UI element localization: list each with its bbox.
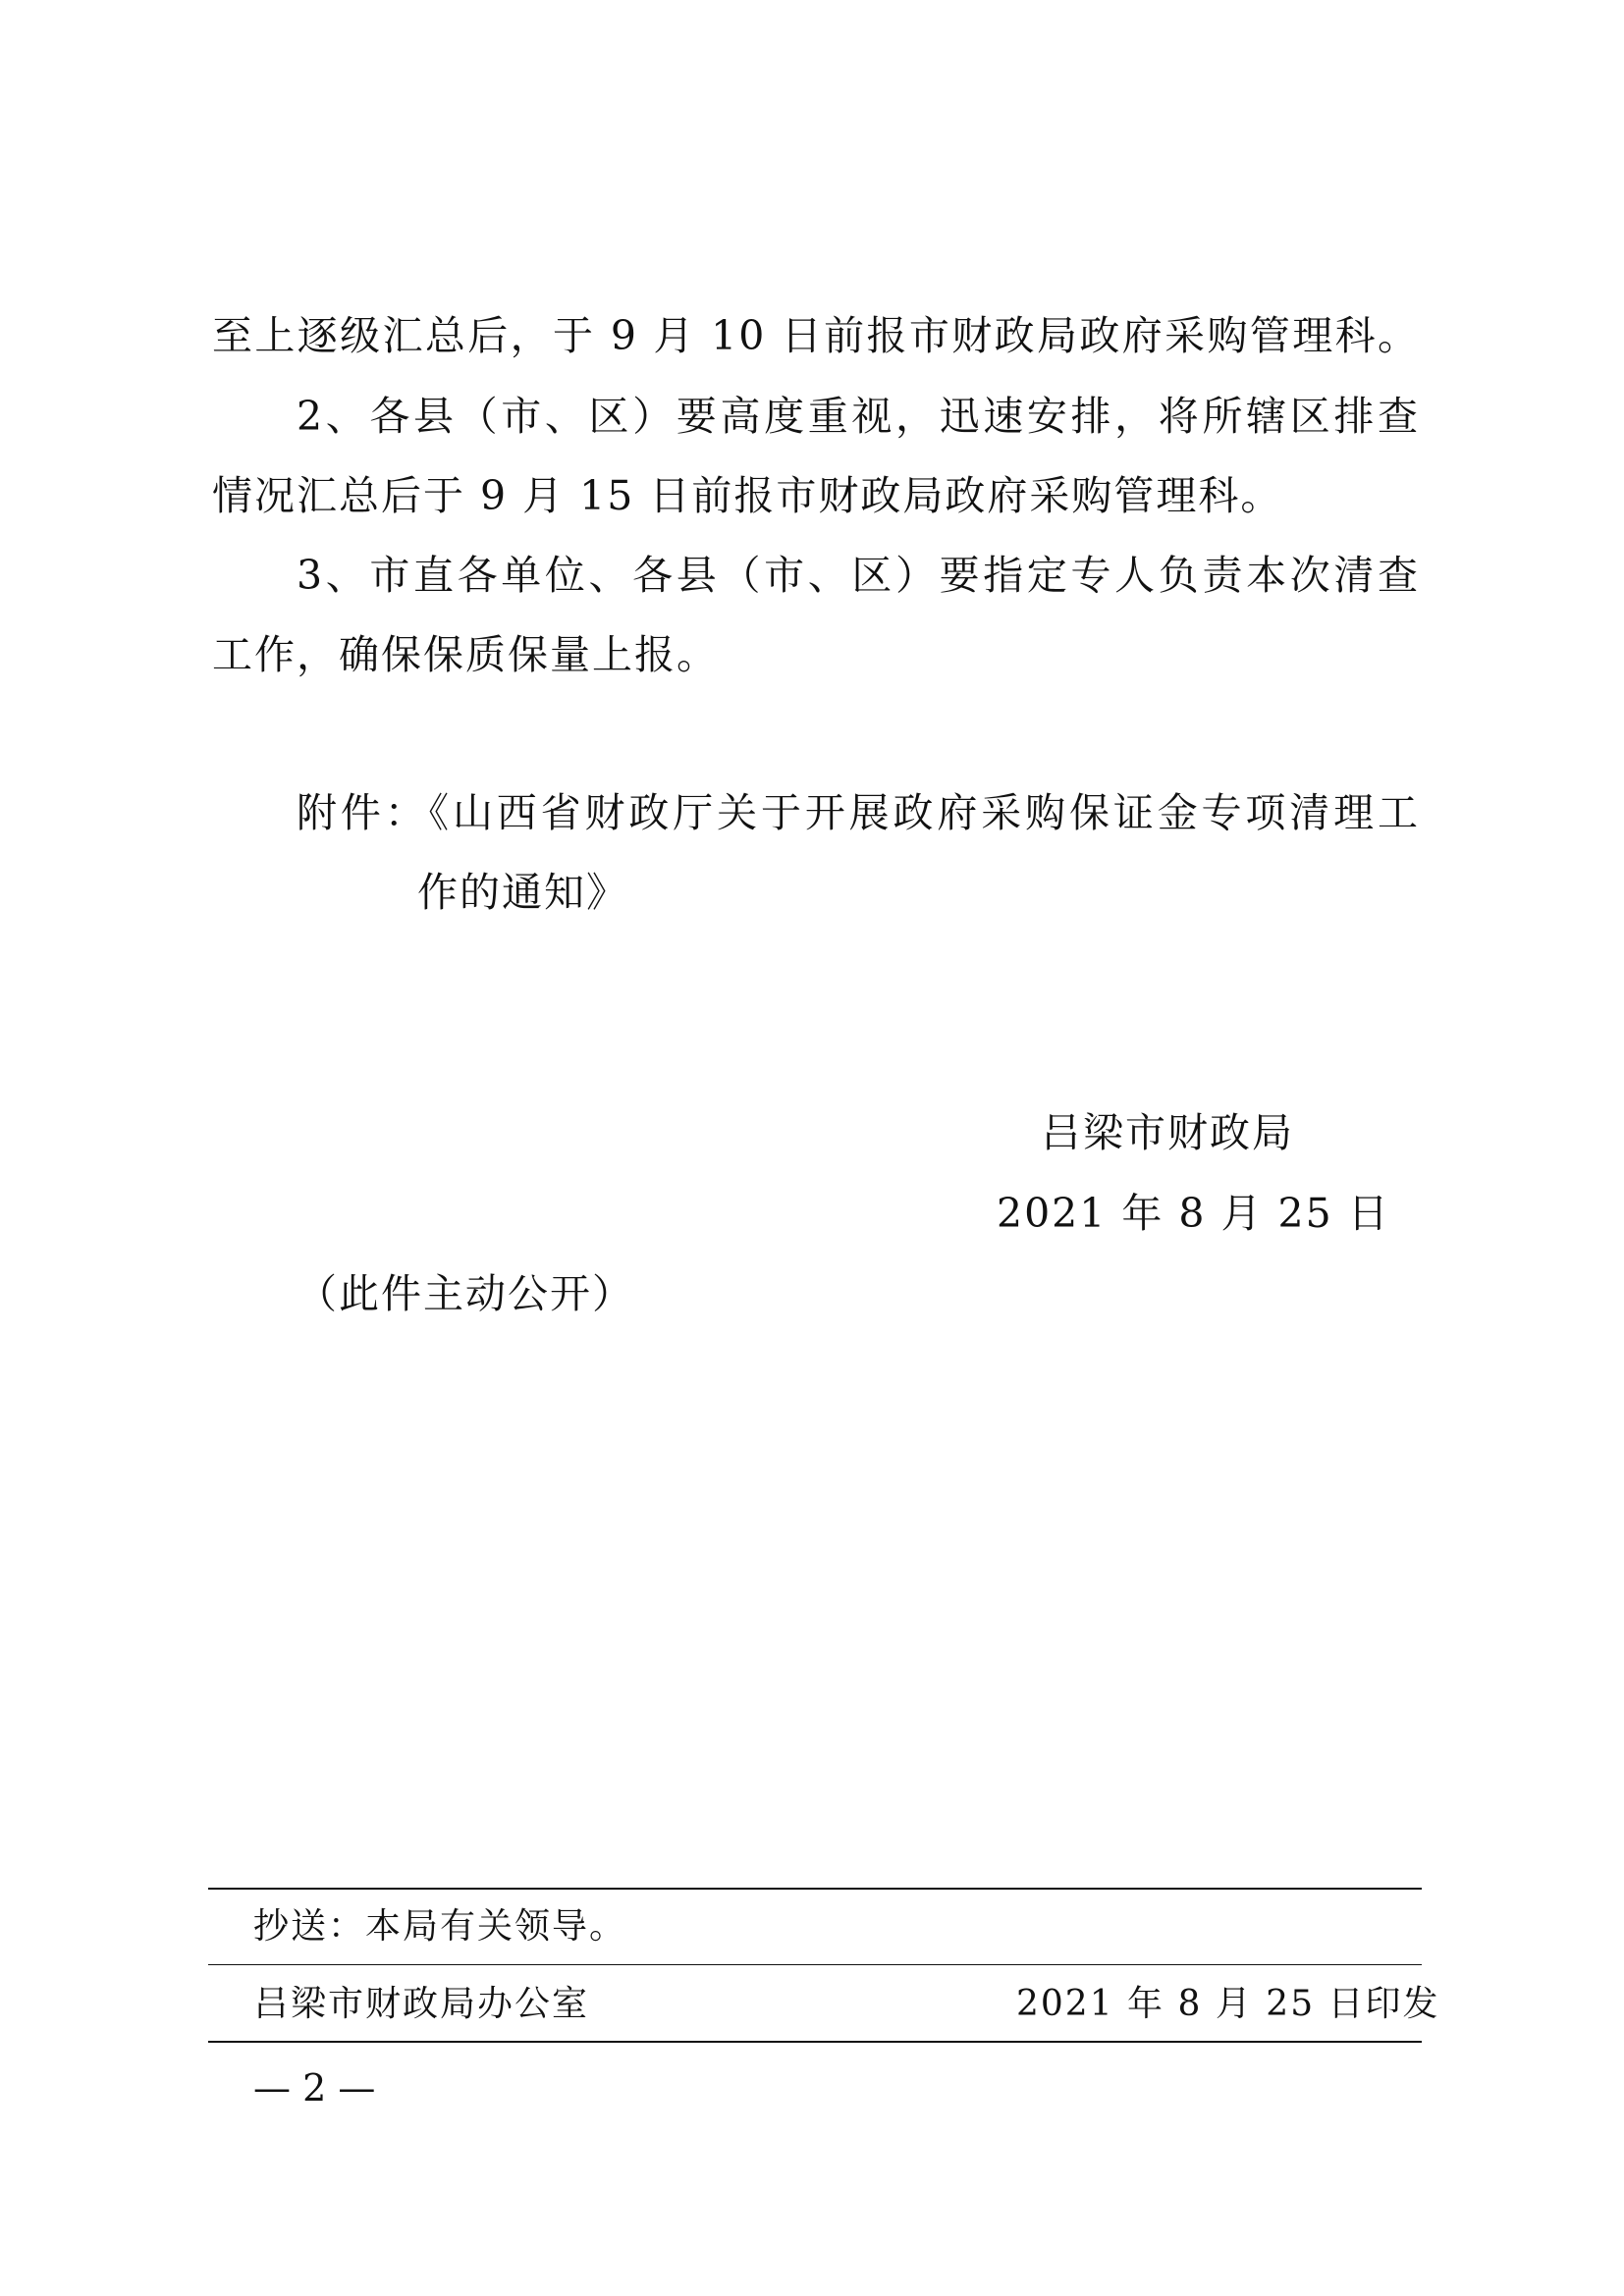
footer-rule-top [208,1888,1422,1890]
issuer-name: 吕梁市财政局办公室 [253,1984,590,2024]
cc-line: 抄送：本局有关领导。 [253,1906,627,1947]
body-line-4: 3、市直各单位、各县（市、区）要指定专人负责本次清查 [297,552,1420,599]
page-number: — 2 — [253,2066,376,2109]
body-line-3: 情况汇总后于 9 月 15 日前报市财政局政府采购管理科。 [212,472,1283,519]
disclosure-note: （此件主动公开） [297,1270,634,1317]
signature-org: 吕梁市财政局 [1041,1109,1294,1156]
issue-date: 2021 年 8 月 25 日印发 [1016,1984,1440,2024]
footer-rule-middle [208,1964,1422,1965]
body-line-1: 至上逐级汇总后，于 9 月 10 日前报市财政局政府采购管理科。 [212,312,1420,359]
body-line-2: 2、各县（市、区）要高度重视，迅速安排，将所辖区排查 [297,393,1420,440]
attachment-line-2: 作的通知》 [417,869,628,916]
attachment-line-1: 附件：《山西省财政厅关于开展政府采购保证金专项清理工 [297,789,1420,836]
footer-rule-bottom [208,2041,1422,2043]
body-line-5: 工作，确保保质保量上报。 [212,631,719,678]
signature-date: 2021 年 8 月 25 日 [997,1190,1390,1237]
